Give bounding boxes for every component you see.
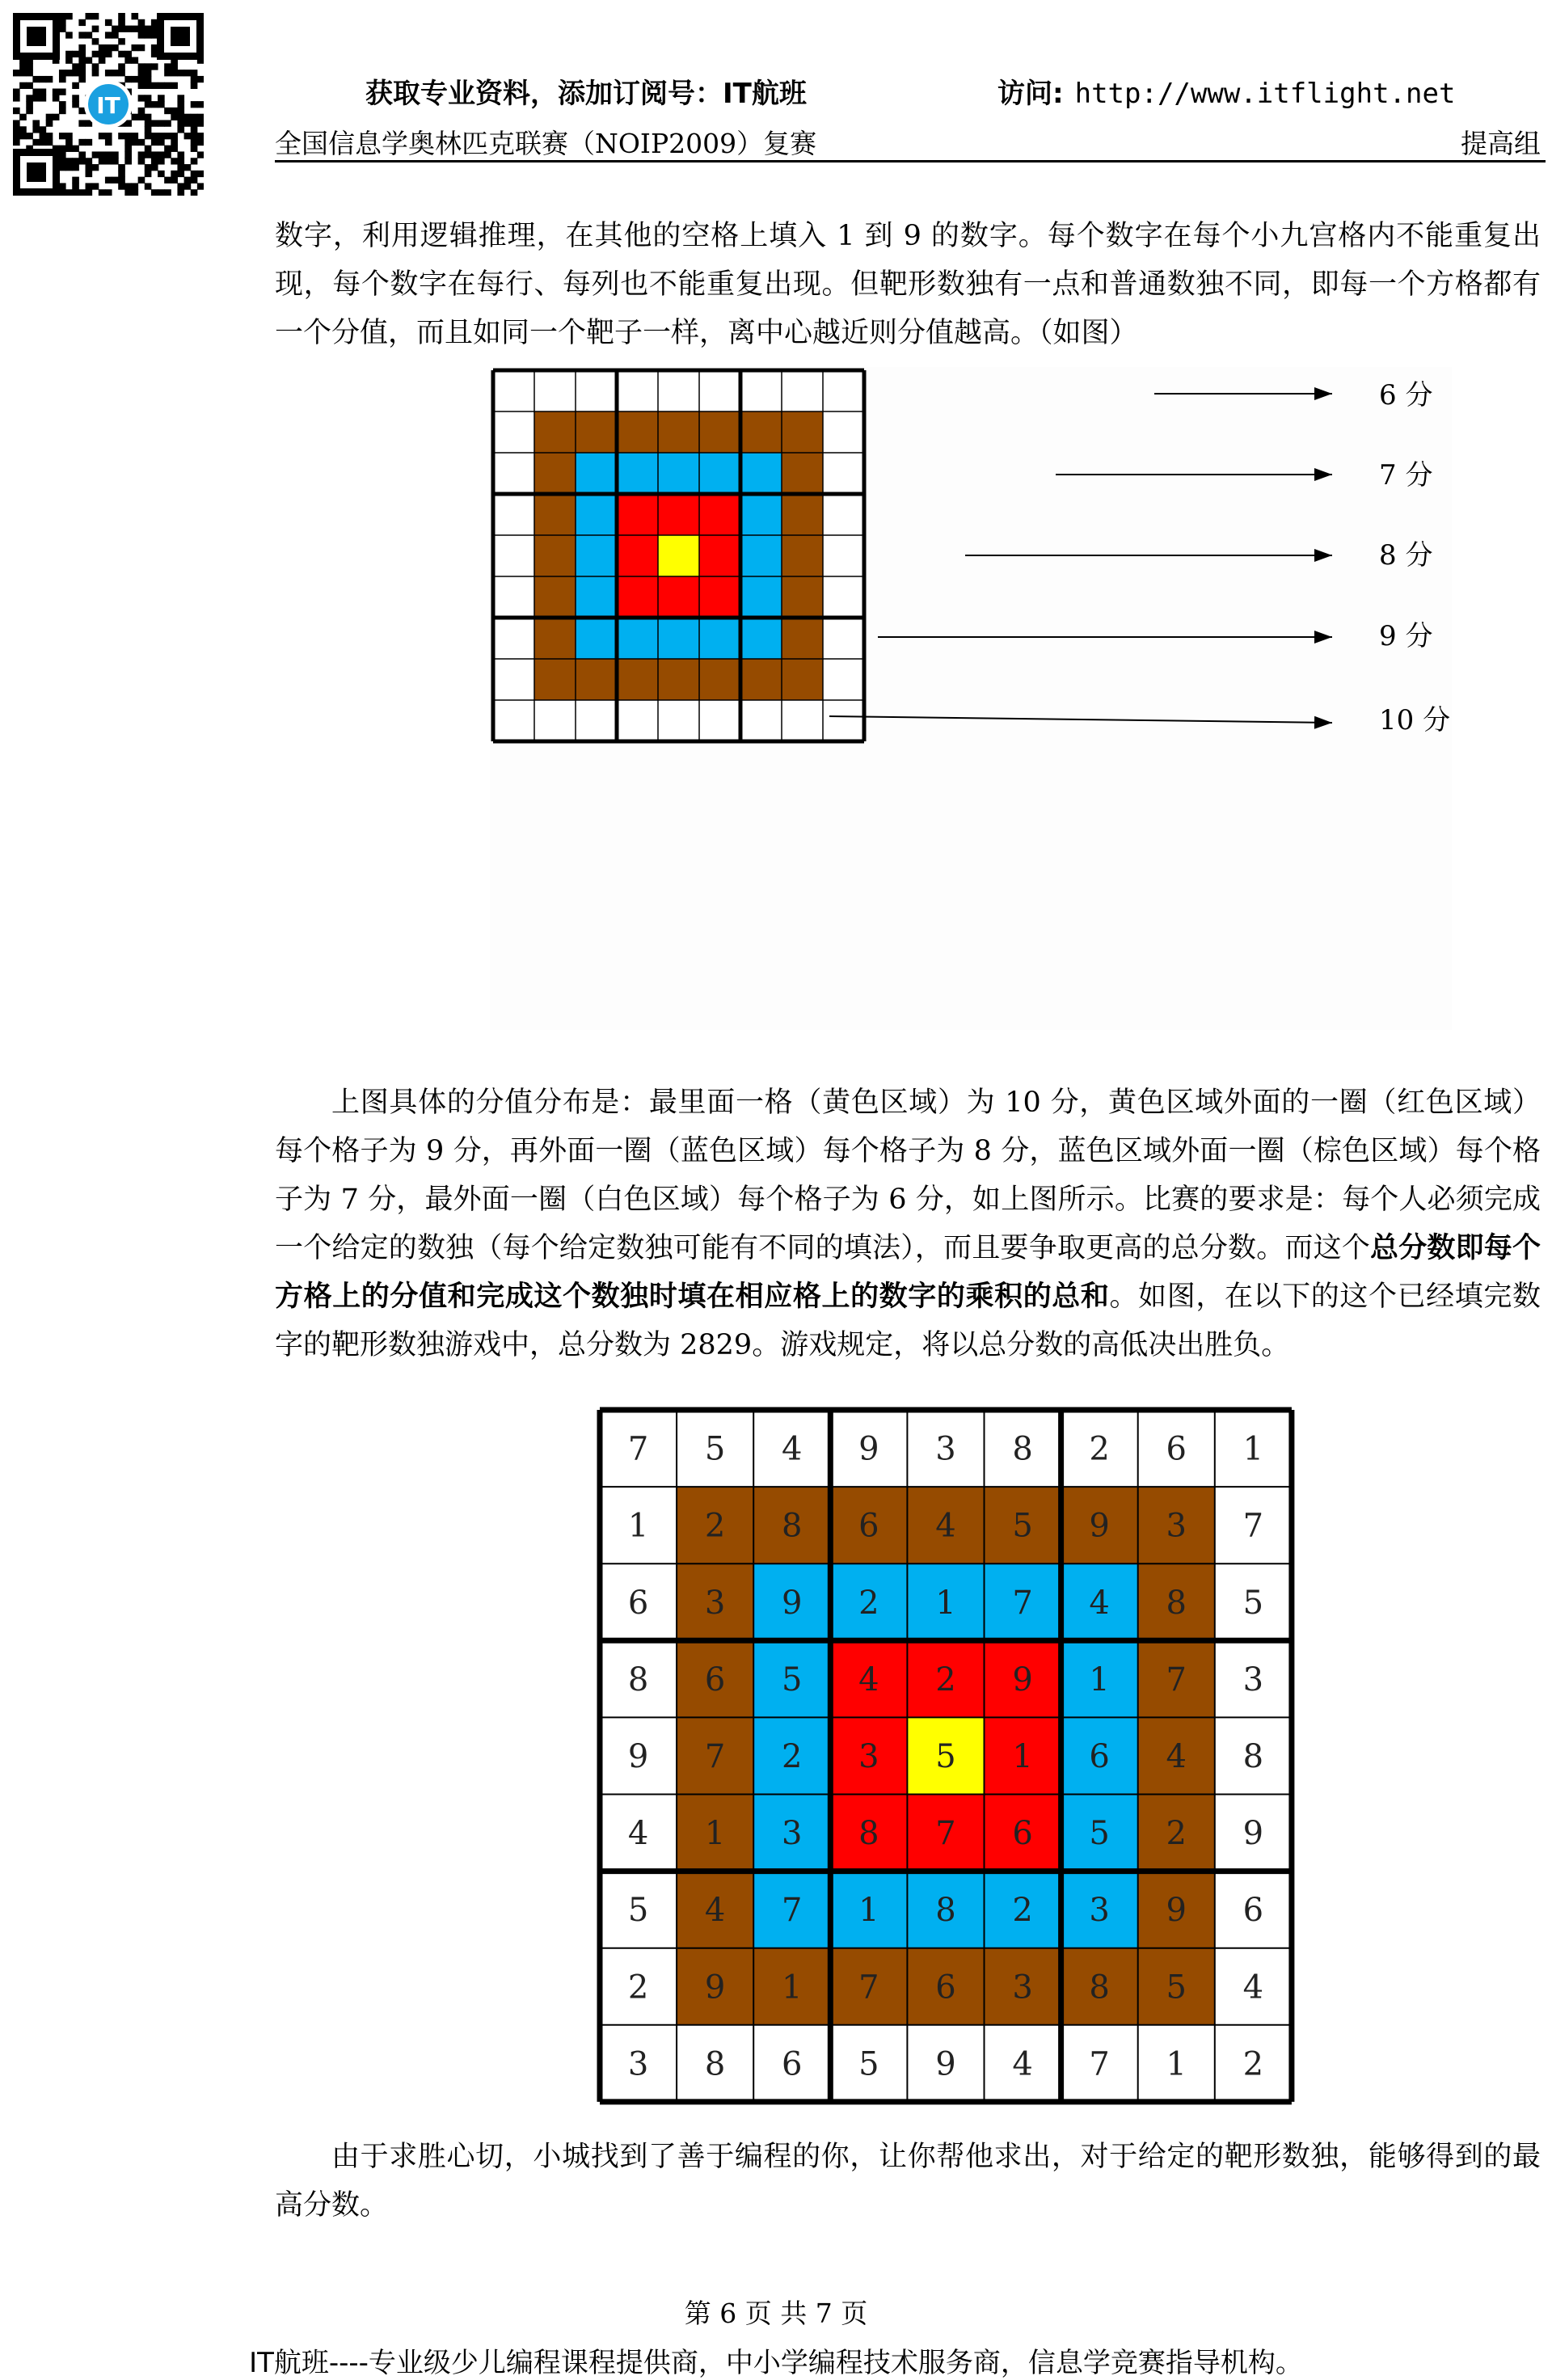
- target-cell: [823, 535, 864, 576]
- scoring-text-after: 。如图，在以下的这个已经填完数字的靶形数独游戏中，总分数为 2829。游戏规定，将以总分数的高低决出胜负。: [275, 1281, 1541, 1361]
- target-cell: [534, 411, 576, 453]
- sudoku-digit: 9: [1089, 1507, 1110, 1545]
- visit-promo: [997, 71, 1455, 111]
- target-cell: [534, 618, 576, 659]
- target-cell: [782, 453, 823, 494]
- target-cell: [493, 535, 534, 576]
- sudoku-digit: 1: [1166, 2045, 1187, 2083]
- sudoku-digit: 2: [1089, 1430, 1110, 1468]
- header-divider: [275, 160, 1546, 162]
- sudoku-digit: 6: [1089, 1737, 1110, 1775]
- sudoku-digit: 3: [627, 2045, 649, 2083]
- sudoku-digit: 4: [1012, 2045, 1033, 2083]
- sudoku-digit: 7: [1242, 1507, 1264, 1545]
- sudoku-digit: 1: [935, 1584, 956, 1622]
- sudoku-digit: 3: [935, 1430, 956, 1468]
- sudoku-digit: 2: [704, 1507, 726, 1545]
- sudoku-digit: 6: [1012, 1815, 1033, 1853]
- target-cell: [699, 618, 740, 659]
- target-cell: [740, 659, 782, 700]
- sudoku-digit: 3: [858, 1737, 879, 1775]
- sudoku-digit: 9: [858, 1430, 879, 1468]
- sudoku-digit: 2: [1166, 1815, 1187, 1853]
- sudoku-digit: 4: [1089, 1584, 1110, 1622]
- target-cell: [658, 370, 699, 411]
- sudoku-digit: 8: [1242, 1737, 1264, 1775]
- sudoku-digit: 7: [1012, 1584, 1033, 1622]
- sudoku-digit: 1: [1089, 1661, 1110, 1698]
- target-cell: [823, 700, 864, 741]
- target-cell: [823, 370, 864, 411]
- target-cell: [617, 576, 658, 618]
- sudoku-digit: 4: [935, 1507, 956, 1545]
- sudoku-digit: 7: [704, 1737, 726, 1775]
- subscribe-promo: 获取专业资料，添加订阅号：IT航班: [365, 78, 807, 110]
- target-cell: [782, 411, 823, 453]
- target-cell: [493, 576, 534, 618]
- target-cell: [658, 494, 699, 535]
- sudoku-digit: 8: [627, 1661, 649, 1698]
- visit-label: 访问:: [997, 78, 1064, 110]
- target-cell: [740, 494, 782, 535]
- sudoku-digit: 8: [1012, 1430, 1033, 1468]
- target-cell: [782, 618, 823, 659]
- footer-slogan: IT航班----专业级少儿编程课程提供商，中小学编程技术服务商，信息学竞赛指导机构。: [249, 2347, 1303, 2379]
- target-cell: [617, 494, 658, 535]
- sudoku-digit: 1: [782, 1969, 803, 2007]
- target-cell: [617, 659, 658, 700]
- sudoku-digit: 2: [1242, 2045, 1264, 2083]
- sudoku-digit: 3: [1166, 1507, 1187, 1545]
- target-cell: [617, 370, 658, 411]
- target-cell: [782, 494, 823, 535]
- target-cell: [534, 370, 576, 411]
- sudoku-digit: 3: [1089, 1892, 1110, 1930]
- target-cell: [576, 370, 617, 411]
- target-cell: [658, 453, 699, 494]
- contest-group: 提高组: [1461, 128, 1541, 159]
- target-cell: [617, 535, 658, 576]
- sudoku-digit: 5: [1012, 1507, 1033, 1545]
- sudoku-digit: 4: [1166, 1737, 1187, 1775]
- sudoku-digit: 9: [1166, 1892, 1187, 1930]
- sudoku-digit: 7: [935, 1815, 956, 1853]
- target-cell: [617, 618, 658, 659]
- sudoku-digit: 5: [1166, 1969, 1187, 2007]
- target-cell: [658, 700, 699, 741]
- target-cell: [617, 453, 658, 494]
- target-cell: [782, 535, 823, 576]
- sudoku-digit: 8: [782, 1507, 803, 1545]
- sudoku-digit: 9: [782, 1584, 803, 1622]
- target-cell: [617, 700, 658, 741]
- sudoku-digit: 5: [627, 1892, 649, 1930]
- target-cell: [699, 535, 740, 576]
- target-cell: [782, 700, 823, 741]
- sudoku-digit: 2: [935, 1661, 956, 1698]
- target-cell: [576, 411, 617, 453]
- target-cell: [740, 618, 782, 659]
- sudoku-digit: 4: [627, 1815, 649, 1853]
- score-label-8: 8 分: [1379, 539, 1433, 572]
- target-cell: [782, 576, 823, 618]
- target-cell: [617, 411, 658, 453]
- sudoku-digit: 8: [935, 1892, 956, 1930]
- target-cell: [576, 535, 617, 576]
- sudoku-digit: 5: [782, 1661, 803, 1698]
- target-cell: [576, 453, 617, 494]
- target-cell: [699, 494, 740, 535]
- target-cell: [576, 618, 617, 659]
- target-cell: [493, 453, 534, 494]
- contest-title: 全国信息学奥林匹克联赛（NOIP2009）复赛: [275, 128, 817, 159]
- visit-url[interactable]: http://www.itflight.net: [1074, 78, 1456, 110]
- score-target-figure: [490, 367, 1452, 1030]
- target-cell: [740, 576, 782, 618]
- score-label-6: 6 分: [1379, 379, 1433, 411]
- target-cell: [699, 659, 740, 700]
- target-cell: [740, 700, 782, 741]
- sudoku-digit: 2: [627, 1969, 649, 2007]
- scoring-paragraph: [275, 1078, 1541, 1369]
- target-cell: [493, 659, 534, 700]
- sudoku-digit: 7: [858, 1969, 879, 2007]
- sudoku-digit: 4: [782, 1430, 803, 1468]
- sudoku-digit: 1: [627, 1507, 649, 1545]
- sudoku-digit: 3: [782, 1815, 803, 1853]
- target-cell: [534, 576, 576, 618]
- sudoku-digit: 5: [1089, 1815, 1110, 1853]
- sudoku-digit: 6: [704, 1661, 726, 1698]
- sudoku-digit: 2: [858, 1584, 879, 1622]
- target-cell: [493, 370, 534, 411]
- target-cell: [699, 370, 740, 411]
- task-paragraph: 由于求胜心切，小城找到了善于编程的你，让你帮他求出，对于给定的靶形数独，能够得到的最高分数。: [275, 2141, 1541, 2222]
- sudoku-digit: 8: [1089, 1969, 1110, 2007]
- score-label-7: 7 分: [1379, 459, 1433, 492]
- sudoku-digit: 7: [627, 1430, 649, 1468]
- target-cell: [699, 411, 740, 453]
- target-cell: [493, 700, 534, 741]
- filled-sudoku-board: [597, 1407, 1295, 2105]
- sudoku-digit: 2: [1012, 1892, 1033, 1930]
- target-cell: [534, 659, 576, 700]
- sudoku-digit: 5: [1242, 1584, 1264, 1622]
- sudoku-digit: 9: [704, 1969, 726, 2007]
- sudoku-digit: 6: [858, 1507, 879, 1545]
- sudoku-digit: 1: [1242, 1430, 1264, 1468]
- sudoku-digit: 6: [935, 1969, 956, 2007]
- sudoku-digit: 9: [1012, 1661, 1033, 1698]
- target-cell: [823, 618, 864, 659]
- target-cell: [658, 535, 699, 576]
- sudoku-digit: 1: [858, 1892, 879, 1930]
- sudoku-digit: 6: [627, 1584, 649, 1622]
- sudoku-digit: 6: [1242, 1892, 1264, 1930]
- target-cell: [658, 659, 699, 700]
- sudoku-digit: 6: [782, 2045, 803, 2083]
- sudoku-digit: 9: [935, 2045, 956, 2083]
- target-cell: [740, 370, 782, 411]
- sudoku-digit: 5: [935, 1737, 956, 1775]
- qr-code: [13, 13, 204, 196]
- target-cell: [534, 535, 576, 576]
- intro-paragraph: 数字，利用逻辑推理，在其他的空格上填入 1 到 9 的数字。每个数字在每个小九宫格内不能重复出现，每个数字在每行、每列也不能重复出现。但靶形数独有一点和普通数独不同，即每一个方格都有一个分值，而且如同一个靶子一样，离中心越近则分值越高。（如图）: [275, 220, 1541, 349]
- target-cell: [493, 494, 534, 535]
- sudoku-digit: 6: [1166, 1430, 1187, 1468]
- sudoku-digit: 1: [1012, 1737, 1033, 1775]
- sudoku-digit: 3: [1242, 1661, 1264, 1698]
- target-cell: [576, 700, 617, 741]
- target-cell: [699, 700, 740, 741]
- target-cell: [740, 453, 782, 494]
- target-cell: [782, 370, 823, 411]
- score-label-10: 10 分: [1379, 704, 1451, 736]
- sudoku-digit: 4: [858, 1661, 879, 1698]
- brand-logo-icon: [84, 80, 133, 129]
- target-cell: [699, 453, 740, 494]
- sudoku-digit: 9: [1242, 1815, 1264, 1853]
- scoring-text-before: 上图具体的分值分布是：最里面一格（黄色区域）为 10 分，黄色区域外面的一圈（红色区域）每个格子为 9 分，再外面一圈（蓝色区域）每个格子为 8 分，蓝色区域外面一圈（棕色区域）每个格子为 7 分，最外面一圈（白色区域）每个格子为 6 分，如上图所示。比赛的要求是：每个人必须完成一个给定的数独（每个给定数独可能有不同的填法），而且要争取更高的总分数。而这个: [275, 1087, 1541, 1264]
- target-cell: [823, 453, 864, 494]
- target-cell: [823, 659, 864, 700]
- sudoku-digit: 2: [782, 1737, 803, 1775]
- target-cell: [782, 659, 823, 700]
- target-cell: [534, 453, 576, 494]
- target-cell: [699, 576, 740, 618]
- target-cell: [534, 700, 576, 741]
- sudoku-digit: 3: [1012, 1969, 1033, 2007]
- sudoku-digit: 8: [858, 1815, 879, 1853]
- brand-logo-text: IT: [96, 92, 120, 119]
- sudoku-digit: 3: [704, 1584, 726, 1622]
- scoring-text-bold: 总分数即每个方格上的分值和完成这个数独时填在相应格上的数字的乘积的总和: [275, 1232, 1541, 1313]
- sudoku-digit: 7: [1166, 1661, 1187, 1698]
- sudoku-digit: 8: [704, 2045, 726, 2083]
- target-cell: [576, 659, 617, 700]
- target-cell: [493, 411, 534, 453]
- target-cell: [740, 535, 782, 576]
- page-number: 第 6 页 共 7 页: [684, 2298, 868, 2329]
- target-cell: [823, 411, 864, 453]
- sudoku-digit: 8: [1166, 1584, 1187, 1622]
- score-label-9: 9 分: [1379, 620, 1433, 652]
- sudoku-digit: 5: [858, 2045, 879, 2083]
- sudoku-digit: 5: [704, 1430, 726, 1468]
- target-cell: [658, 618, 699, 659]
- target-cell: [493, 618, 534, 659]
- target-cell: [576, 576, 617, 618]
- target-cell: [658, 411, 699, 453]
- sudoku-digit: 7: [1089, 2045, 1110, 2083]
- target-cell: [823, 576, 864, 618]
- target-cell: [658, 576, 699, 618]
- sudoku-digit: 4: [1242, 1969, 1264, 2007]
- target-cell: [534, 494, 576, 535]
- sudoku-digit: 9: [627, 1737, 649, 1775]
- target-cell: [823, 494, 864, 535]
- target-cell: [576, 494, 617, 535]
- sudoku-digit: 4: [704, 1892, 726, 1930]
- sudoku-digit: 7: [782, 1892, 803, 1930]
- sudoku-digit: 1: [704, 1815, 726, 1853]
- target-cell: [740, 411, 782, 453]
